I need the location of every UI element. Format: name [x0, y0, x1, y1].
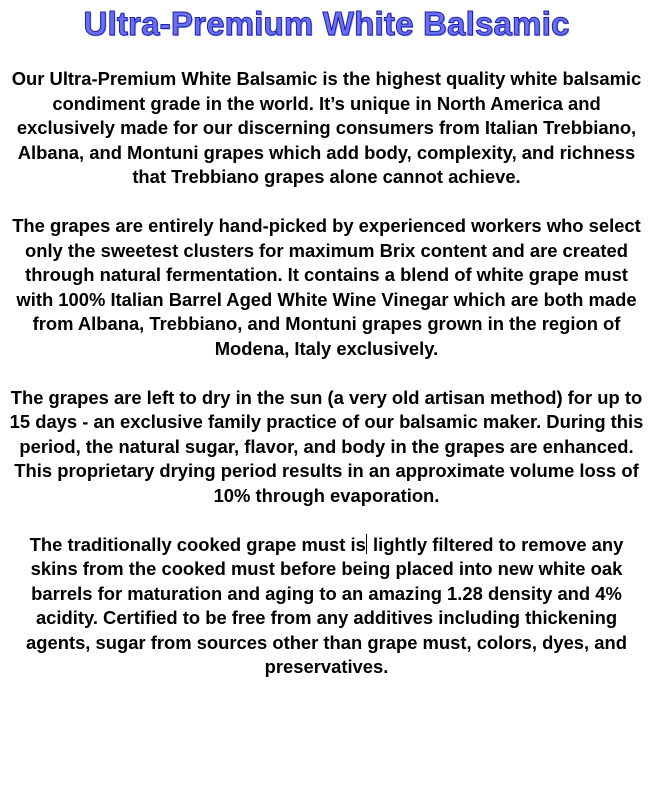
paragraph-intro: Our Ultra-Premium White Balsamic is the highest quality white balsamic condiment grade in the world. It’s unique in North America and exclusively made for our discerning consumers from Italian Trebbiano, Albana, and Montuni grapes which add body, complexity, and richness that Trebbiano grapes alone cannot achieve.	[11, 68, 642, 187]
document-body[interactable]	[6, 67, 647, 680]
paragraph-harvest: The grapes are entirely hand-picked by experienced workers who select only the sweetest clusters for maximum Brix content and are created through natural fermentation. It contains a blend of white grape must with 100% Italian Barrel Aged White Wine Vinegar which are both made from Albana, Trebbiano, and Montuni grapes grown in the region of Modena, Italy exclusively.	[12, 215, 641, 359]
page-title: Ultra-Premium White Balsamic	[83, 5, 570, 42]
paragraph-drying: The grapes are left to dry in the sun (a very old artisan method) for up to 15 days - an exclusive family practice of our balsamic maker. During this period, the natural sugar, flavor, and body in the grapes are enhanced. This proprietary drying period results in an approximate volume loss of 10% through evaporation.	[9, 386, 644, 506]
paragraph-aging	[6, 533, 647, 680]
paragraph-aging-text-start: The traditionally cooked grape must is	[29, 533, 366, 555]
text-cursor	[366, 534, 367, 554]
paragraph-aging-text-end: lightly filtered to remove any skins from the cooked must before being placed into new white oak barrels for maturation and aging to an amazing 1.28 density and 4% acidity. Certified to be free from any additives including thickening agents, sugar from sources other than grape must, colors, dyes, and preservatives.	[26, 533, 627, 677]
